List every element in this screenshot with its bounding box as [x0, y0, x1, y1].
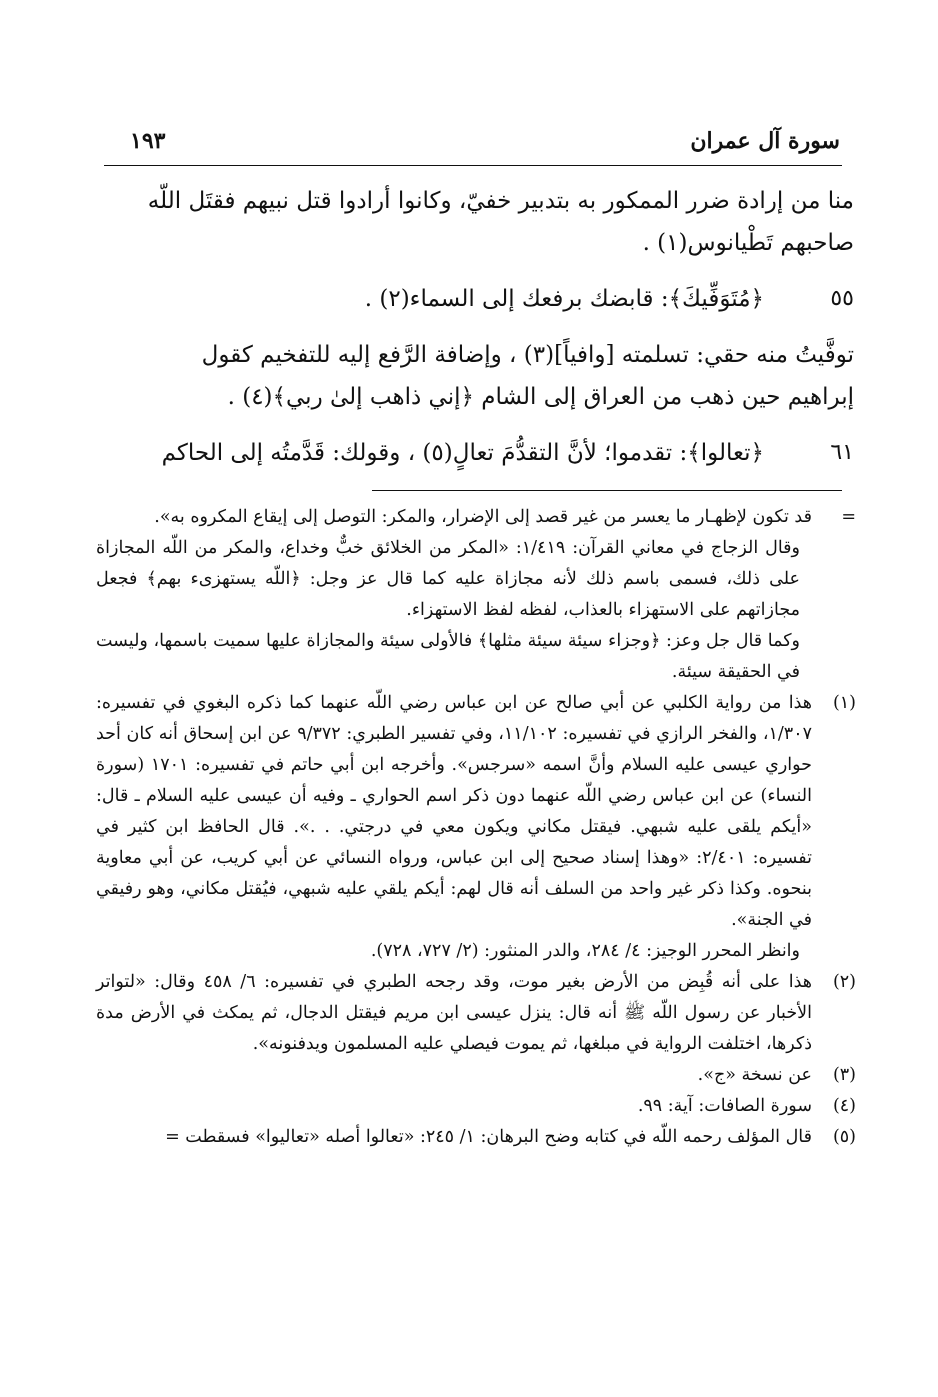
footnote-divider [372, 490, 842, 491]
footnote-3: (٣) عن نسخة «ج». [96, 1060, 856, 1091]
footnote-marker: (٢) [832, 972, 856, 992]
footnotes [96, 502, 856, 1153]
verse-number: ٦١ [830, 440, 854, 465]
footnote-marker: (٣) [832, 1065, 856, 1085]
verse-gloss: ﴿تعالوا﴾: تقدموا؛ لأنَّ التقدُّمَ تعالٍ(٥) ، وقولك: قَدَّمتُه إلى الحاكم [161, 440, 764, 466]
page-number: ١٩٣ [130, 128, 166, 154]
verse-entry-61 [104, 432, 854, 474]
text-line: إبراهيم حين ذهب من العراق إلى الشام ﴿إني ذاهب إلىٰ ربي﴾(٤) . [227, 384, 854, 410]
footnote-continuation: = قد تكون لإظهـار ما يعسر من غير قصد إلى الإضرار، والمكر: التوصل إلى إيقاع المكروه به». وقال الزجاج في معاني القرآن: ١/٤١٩: «المكر من الخلائق خبٌّ وخداع، والمكر من اللّه المجازاة على ذلك، فسمى باسم ذلك لأنه مجازاة عليه كما قال عز وجل: ﴿اللّه يستهزىء بهم﴾ فجعل مجازاتهم على الاستهزاء بالعذاب، لفظه لفظ الاستهزاء. وكما قال جل وعز: ﴿وجزاء سيئة سيئة مثلها﴾ فالأولى سيئة والمجازاة عليها سميت باسمها، وليست في الحقيقة سيئة. [96, 502, 856, 688]
verse-number: ٥٥ [830, 286, 854, 311]
text-line: توفَّيتُ منه حقي: تسلمته [وافياً](٣) ، وإضافة الرَّفع إليه للتفخيم كقول [201, 342, 854, 368]
page-header [120, 128, 840, 168]
text-line: منا من إرادة ضرر الممكور به بتدبير خفيّ، وكانوا أرادوا قتل نبيهم فقتَل اللّه [147, 188, 854, 214]
text-line: صاحبهم تَطْيانوس(١) . [642, 230, 854, 256]
footnote-4: (٤) سورة الصافات: آية: ٩٩. [96, 1091, 856, 1122]
footnote-marker: (٤) [832, 1096, 856, 1116]
verse-entry-55 [104, 278, 854, 320]
continuation-marker: = [841, 507, 856, 527]
footnote-marker: (١) [832, 693, 856, 713]
footnote-2: (٢) هذا على أنه قُبِض من الأرض بغير موت، وقد رجحه الطبري في تفسيره: ٦/ ٤٥٨ وقال: «لتواتر الأخبار عن رسول اللّه ﷺ أنه قال: ينزل عيسى ابن مريم فيقتل الدجال، ثم يمكث في الأرض مدة ذكرها، اختلفت الرواية في مبلغها، ثم يموت فيصلي عليه المسلمون ويدفنونه». [96, 967, 856, 1060]
verse-gloss: ﴿مُتَوَفِّيكَ﴾: قابضك برفعك إلى السماء(٢) . [364, 286, 764, 312]
footnote-1: (١) هذا من رواية الكلبي عن أبي صالح عن ابن عباس رضي اللّه عنهما كما ذكره البغوي في تفسيره: ١/٣٠٧، والفخر الرازي في تفسيره: ١١/١٠٢، وفي تفسير الطبري: ٩/٣٧٢ عن ابن إسحاق أنه كان أحد حواري عيسى عليه السلام وأنَّ اسمه «سرجس». وأخرجه ابن أبي حاتم في تفسيره: ١٧٠١ (سورة النساء) عن ابن عباس رضي اللّه عنهما دون ذكر اسم الحواري ـ وفيه أن عيسى عليه السلام ـ قال: «أيكم يلقى عليه شبهي. فيقتل مكاني ويكون معي في درجتي. . .». قال الحافظ ابن كثير في تفسيره: ٢/٤٠١: «وهذا إسناد صحيح إلى ابن عباس، ورواه النسائي عن أبي كريب، عن أبي معاوية بنحوه. وكذا ذكر غير واحد من السلف أنه قال لهم: أيكم يلقي عليه شبهي، فيُقتل مكاني، وهو رفيقي في الجنة». وانظر المحرر الوجيز: ٤/ ٢٨٤، والدر المنثور: (٢/ ٧٢٧، ٧٢٨). [96, 688, 856, 967]
footnote-marker: (٥) [832, 1127, 856, 1147]
footnote-5: (٥) قال المؤلف رحمه اللّه في كتابه وضح البرهان: ١/ ٢٤٥: «تعالوا أصله «تعاليوا» فسقطت = [96, 1122, 856, 1153]
header-rule [104, 165, 842, 166]
surah-title: سورة آل عمران [690, 128, 840, 154]
main-text [104, 180, 854, 474]
